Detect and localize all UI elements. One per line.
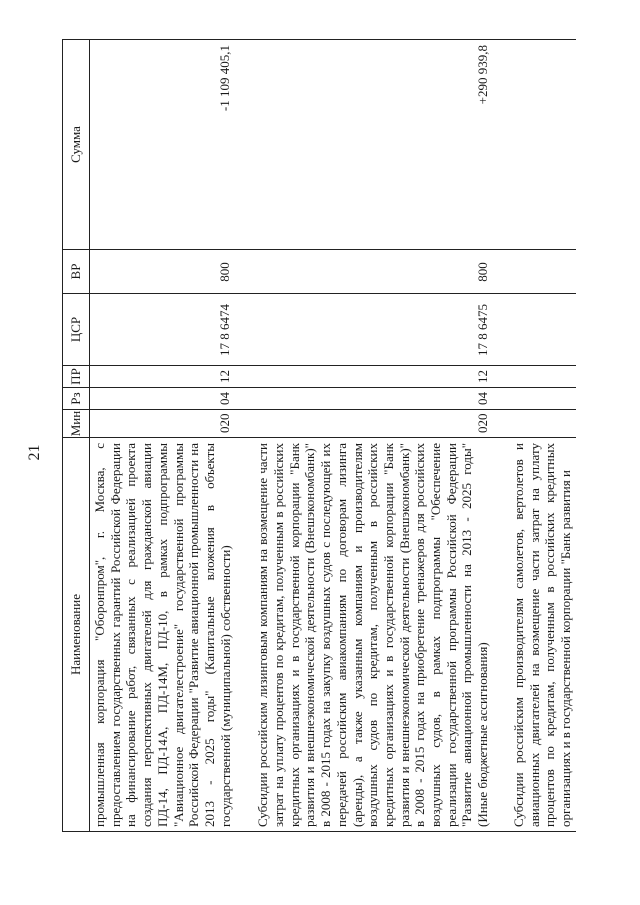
header-name: Наименование bbox=[63, 438, 90, 832]
table-row bbox=[497, 40, 576, 832]
row-name: Субсидии российским лизинговым компаниям на возмещение части затрат на уплату процентов по кредитам, полученным в российских кредитных организациях и в государственной корпорации "Банк развития и внешнеэкономической деятельности (Внешэкономбанк)" в 2008 - 2015 годах на закупку воздушных судов с последующей их передачей российским авиакомпаниям по договорам лизинга (аренды), а также указанным компаниям и производителям воздушных судов по кредитам, полученным в российских кредитных организациях и в государственной корпорации "Банк развития и внешнеэкономической деятельности (Внешэкономбанк)" в 2008 - 2015 годах на приобретение тренажеров для российских воздушных судов, в рамках подпрограммы "Обеспечение реализации государственной программы Российской Федерации "Развитие авиационной промышленности на 2013 - 2025 годы" (Иные бюджетные ассигнования) bbox=[239, 438, 497, 832]
row-rz: 04 bbox=[90, 388, 240, 410]
row-pr: 12 bbox=[239, 366, 497, 388]
table-row bbox=[239, 40, 497, 832]
row-sum: -1 109 405,1 bbox=[90, 40, 240, 250]
row-min: 020 bbox=[90, 410, 240, 438]
row-rz bbox=[497, 388, 576, 410]
row-vr bbox=[497, 250, 576, 294]
budget-table bbox=[62, 39, 576, 832]
header-sum: Сумма bbox=[63, 40, 90, 250]
header-vr: ВР bbox=[63, 250, 90, 294]
header-pr: ПР bbox=[63, 366, 90, 388]
table-row bbox=[90, 40, 240, 832]
row-sum bbox=[497, 40, 576, 250]
row-pr: 12 bbox=[90, 366, 240, 388]
row-min bbox=[497, 410, 576, 438]
row-sum: +290 939,8 bbox=[239, 40, 497, 250]
row-vr: 800 bbox=[90, 250, 240, 294]
header-min: Мин bbox=[63, 410, 90, 438]
header-csr: ЦСР bbox=[63, 294, 90, 366]
header-rz: Рз bbox=[63, 388, 90, 410]
page-number: 21 bbox=[26, 444, 43, 461]
table-header-row bbox=[63, 40, 90, 832]
row-name: промышленная корпорация "Оборонпром", г. Москва, с предоставлением государственных гарантий Российской Федерации на финансирование работ, связанных с реализацией проекта создания перспективных двигателей для гражданской авиации ПД-14, ПД-14А, ПД-14М, ПД-10, в рамках подпрограммы "Авиационное двигателестроение" государственной программы Российской Федерации "Развитие авиационной промышленности на 2013 - 2025 годы" (Капитальные вложения в объекты государственной (муниципальной) собственности) bbox=[90, 438, 240, 832]
row-vr: 800 bbox=[239, 250, 497, 294]
row-csr bbox=[497, 294, 576, 366]
row-csr: 17 8 6474 bbox=[90, 294, 240, 366]
row-min: 020 bbox=[239, 410, 497, 438]
row-pr bbox=[497, 366, 576, 388]
row-rz: 04 bbox=[239, 388, 497, 410]
row-csr: 17 8 6475 bbox=[239, 294, 497, 366]
row-name: Субсидии российским производителям самолетов, вертолетов и авиационных двигателей на возмещение части затрат на уплату процентов по кредитам, полученным в российских кредитных организациях и в государственной корпорации "Банк развития и bbox=[497, 438, 576, 832]
